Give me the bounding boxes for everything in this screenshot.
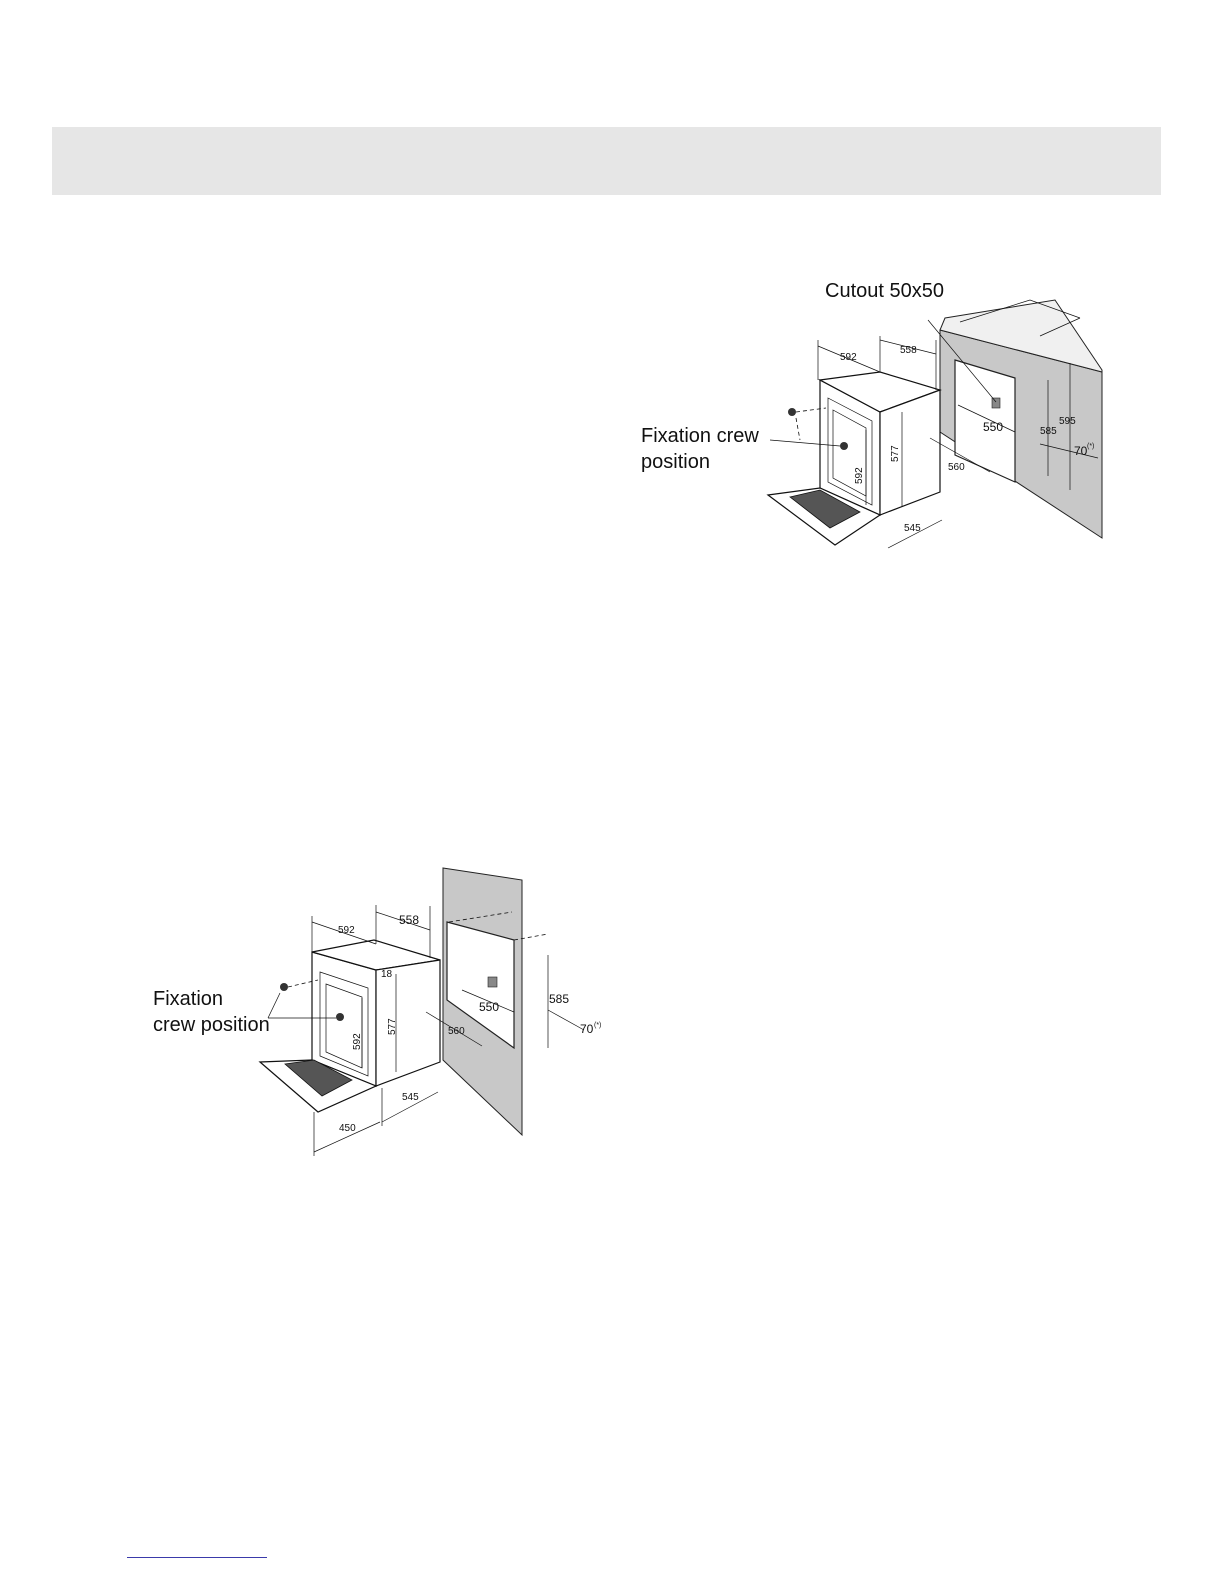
dim-width-592: 592 xyxy=(840,352,857,363)
footer-link-underline[interactable] xyxy=(127,1557,267,1558)
fixation-screw-icon xyxy=(280,983,288,991)
dim-niche-550: 550 xyxy=(479,1000,500,1014)
dim-niche-585: 585 xyxy=(549,992,570,1006)
dim-vent-70: 70 xyxy=(1074,444,1088,458)
dim-height-577: 577 xyxy=(387,1018,398,1035)
dim-door-592: 592 xyxy=(854,467,865,484)
cutout-label: Cutout 50x50 xyxy=(825,280,944,302)
dim-base-450: 450 xyxy=(339,1123,356,1134)
dim-top-18: 18 xyxy=(381,969,393,980)
dim-niche-595: 595 xyxy=(1059,416,1076,427)
fixation-label-bottom-line2: crew position xyxy=(153,1014,270,1036)
dim-vent-70: 70 xyxy=(580,1022,594,1036)
fixation-screw-icon xyxy=(336,1013,344,1021)
dim-height-577: 577 xyxy=(890,445,901,462)
dim-depth-558: 558 xyxy=(399,913,420,927)
dim-door-592: 592 xyxy=(352,1033,363,1050)
dim-width-592: 592 xyxy=(338,925,355,936)
fixation-label-top-line1: Fixation crew xyxy=(641,425,759,447)
dim-depth-560: 560 xyxy=(448,1026,465,1037)
fixation-label-top-line2: position xyxy=(641,451,710,473)
cutout-square xyxy=(488,977,497,987)
dim-niche-550: 550 xyxy=(983,420,1004,434)
fixation-label-bottom-line1: Fixation xyxy=(153,988,224,1010)
dim-base-545: 545 xyxy=(402,1092,419,1103)
dim-vent-note: (*) xyxy=(594,1022,602,1029)
dim-vent-note: (*) xyxy=(1087,443,1095,450)
dim-depth-558: 558 xyxy=(900,345,917,356)
dim-depth-560: 560 xyxy=(948,462,965,473)
dim-base-545: 545 xyxy=(904,523,921,534)
dim-niche-585: 585 xyxy=(1040,426,1057,437)
